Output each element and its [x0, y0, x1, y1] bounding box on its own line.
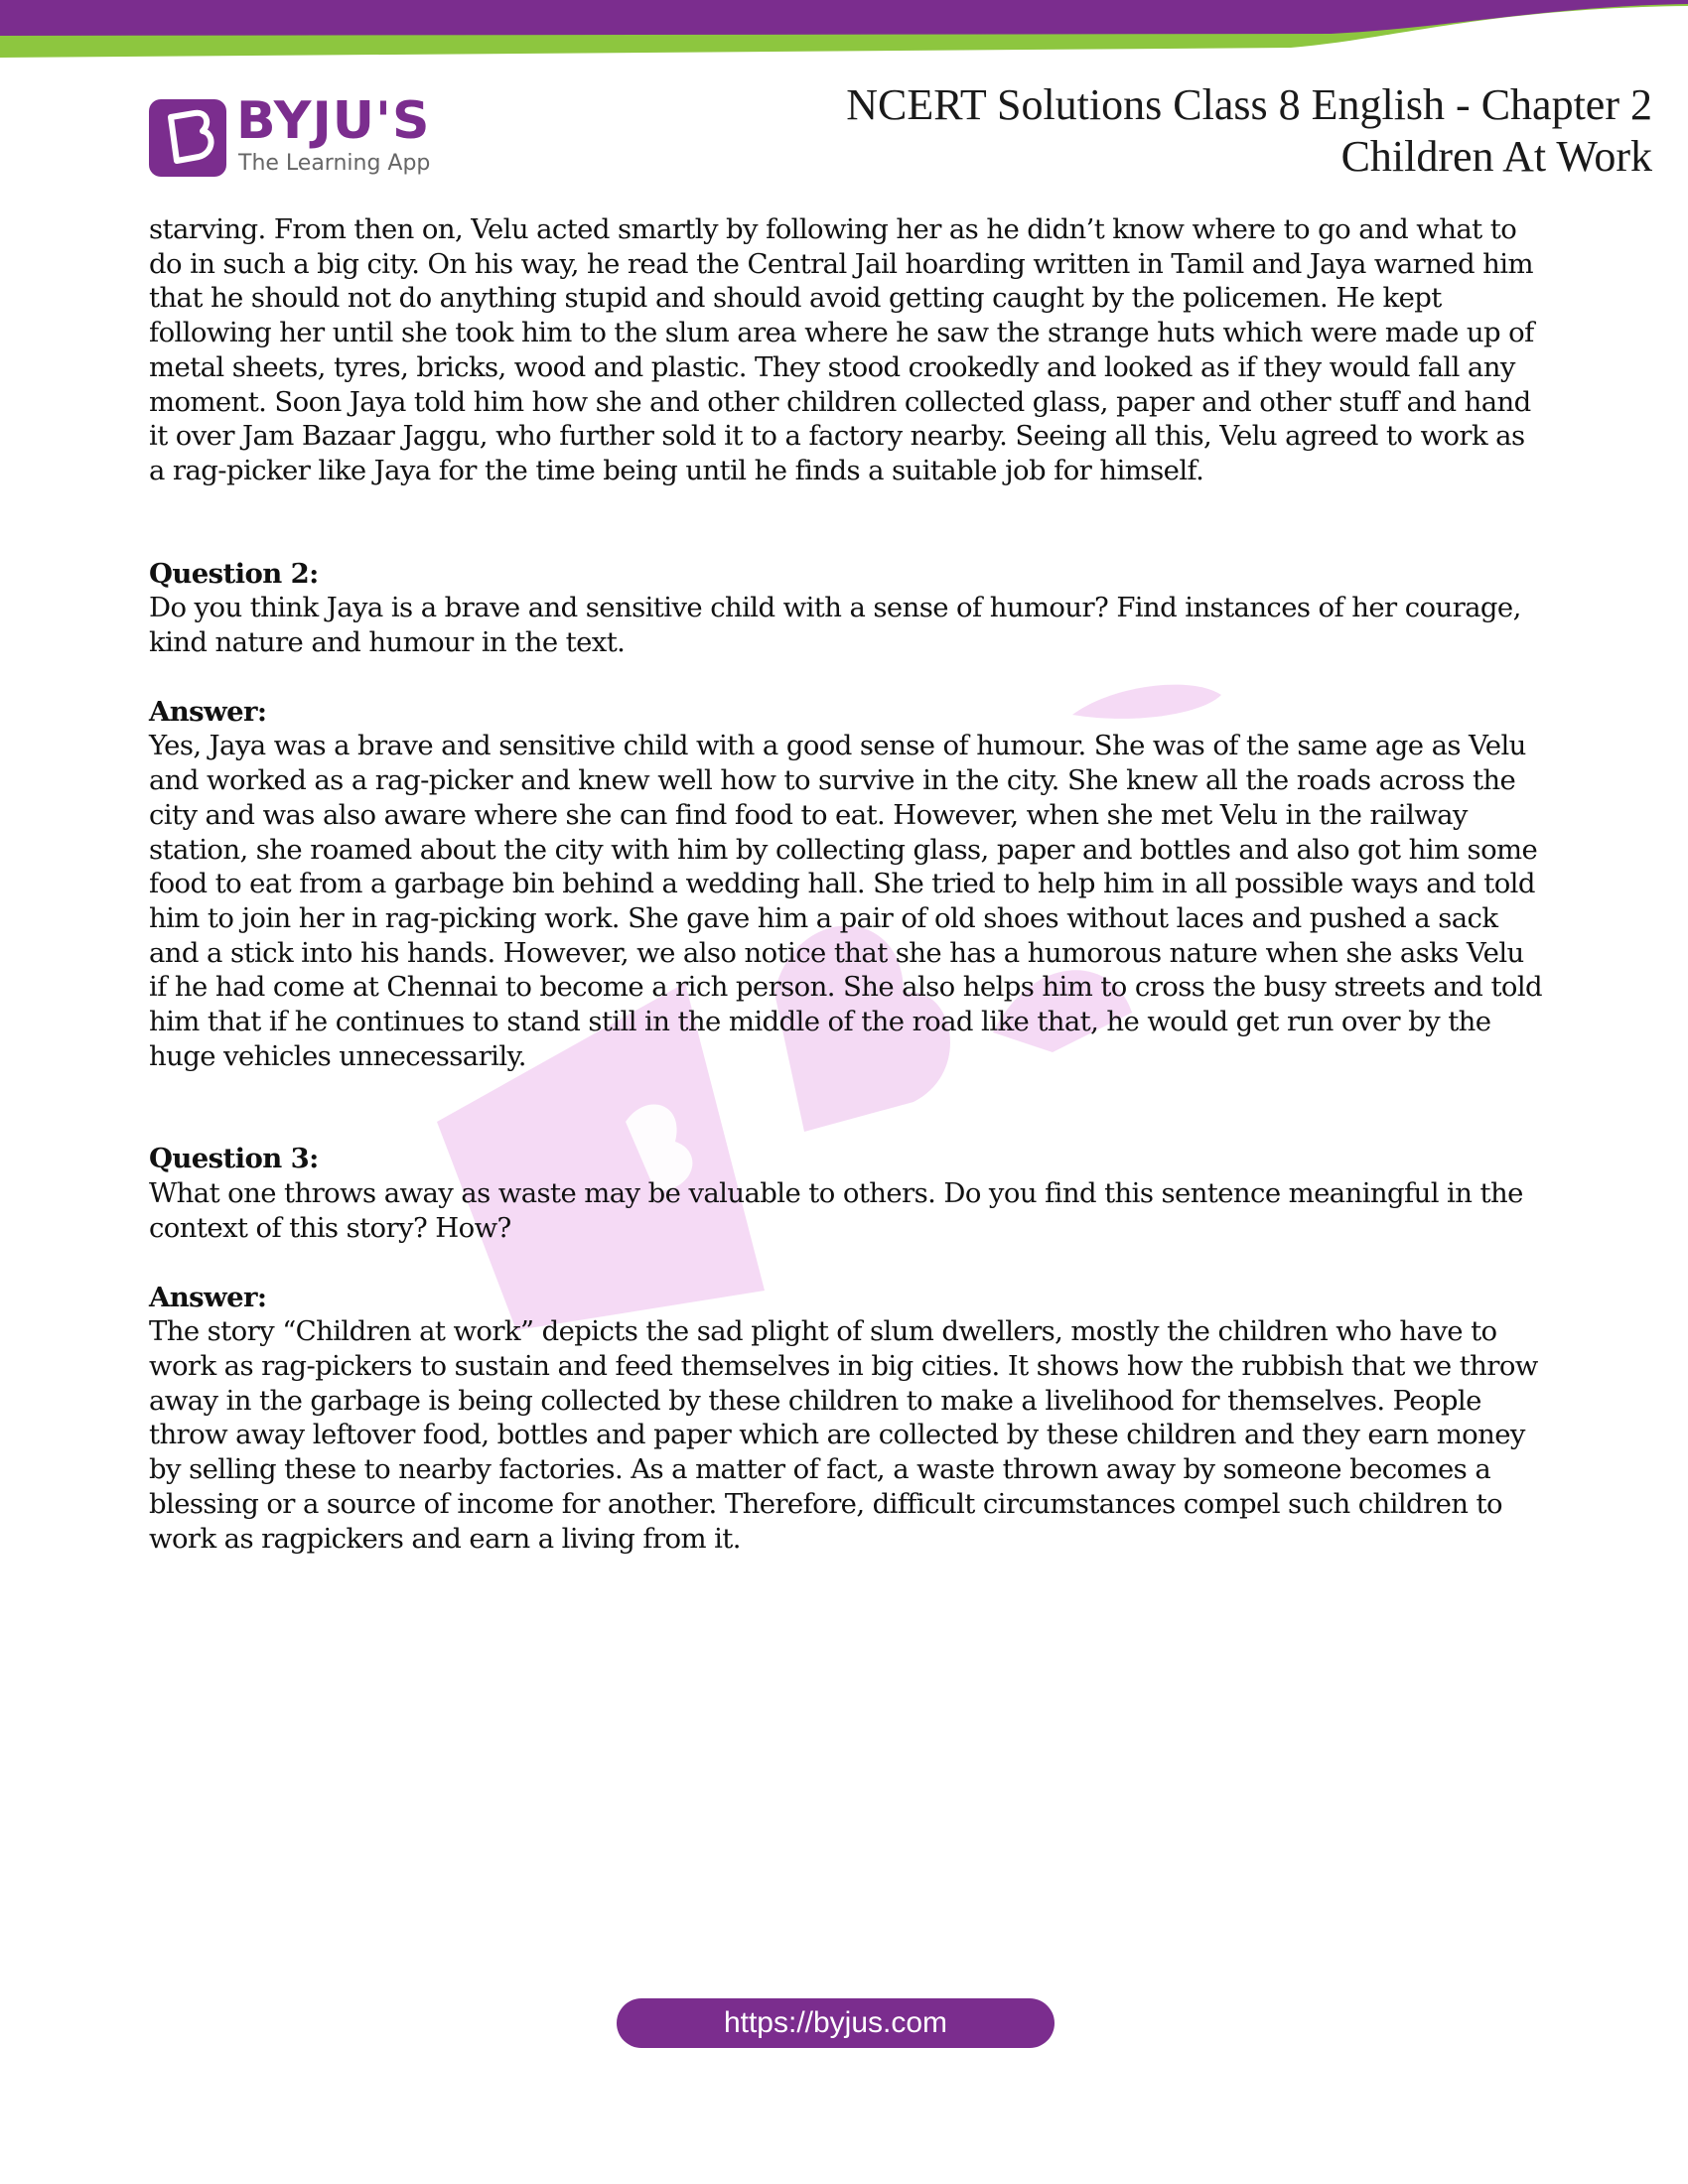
question-2-text: Do you think Jaya is a brave and sensitive child with a sense of humour? Find instances of her courage, kind nature and humour in the text. — [149, 592, 1521, 659]
byjus-b-logo-icon — [149, 99, 226, 177]
title-line-2: Children At Work — [1340, 132, 1652, 181]
answer-3-text: The story “Children at work” depicts the sad plight of slum dwellers, mostly the children who have to work as rag-pickers to sustain and feed themselves in big cities. It shows how the rubbish that we throw away in the garbage is being collected by these children to make a livelihood for themselves. People throw away leftover food, bottles and paper which are collected by these children and they earn money by selling these to nearby factories. As a matter of fact, a waste thrown away by someone becomes a blessing or a source of income for another. Therefore, difficult circumstances compel such children to work as ragpickers and earn a living from it. — [149, 1315, 1538, 1555]
answer-2-heading: Answer: — [149, 695, 267, 728]
document-title — [846, 79, 1652, 183]
title-line-1: NCERT Solutions Class 8 English - Chapter 2 — [846, 80, 1652, 129]
question-2-heading: Question 2: — [149, 557, 319, 590]
answer-3-heading: Answer: — [149, 1281, 267, 1313]
answer-2-text: Yes, Jaya was a brave and sensitive child with a good sense of humour. She was of the same age as Velu and worked as a rag-picker and knew well how to survive in the city. She knew all the roads across the city and was also aware where she can find food to eat. However, when she met Velu in the railway station, she roamed about the city with him by collecting glass, paper and bottles and also got him some food to eat from a garbage bin behind a wedding hall. She tried to help him in all possible ways and told him to join her in rag-picking work. She gave him a pair of old shoes without laces and pushed a sack and a stick into his hands. However, we also notice that she has a humorous nature when she asks Velu if he had come at Chennai to become a rich person. She also helps him to cross the busy streets and told him that if he continues to stand still in the middle of the road like that, he would get run over by the huge vehicles unnecessarily. — [149, 730, 1543, 1072]
question-3-text: What one throws away as waste may be valuable to others. Do you find this sentence meaningful in the context of this story? How? — [149, 1177, 1523, 1244]
question-3-heading: Question 3: — [149, 1143, 319, 1175]
top-banner — [0, 0, 1688, 58]
logo-tagline: The Learning App — [238, 151, 431, 176]
logo-name: BYJU'S — [236, 91, 431, 151]
intro-paragraph: starving. From then on, Velu acted smartly by following her as he didn’t know where to go and what to do in such a big city. On his way, he read the Central Jail hoarding written in Tamil and Jaya warned him that he should not do anything stupid and should avoid getting caught by the policemen. He kept following her until she took him to the slum area where he saw the strange huts which were made up of metal sheets, tyres, bricks, wood and plastic. They stood crookedly and looked as if they would fall any moment. Soon Jaya told him how she and other children collected glass, paper and other stuff and hand it over Jam Bazaar Jaggu, who further sold it to a factory nearby. Seeing all this, Velu agreed to work as a rag-picker like Jaya for the time being until he finds a suitable job for himself. — [149, 213, 1534, 486]
document-body — [149, 212, 1544, 1556]
byjus-logo[interactable] — [149, 91, 447, 181]
footer-url-link[interactable]: https://byjus.com — [617, 1998, 1055, 2048]
